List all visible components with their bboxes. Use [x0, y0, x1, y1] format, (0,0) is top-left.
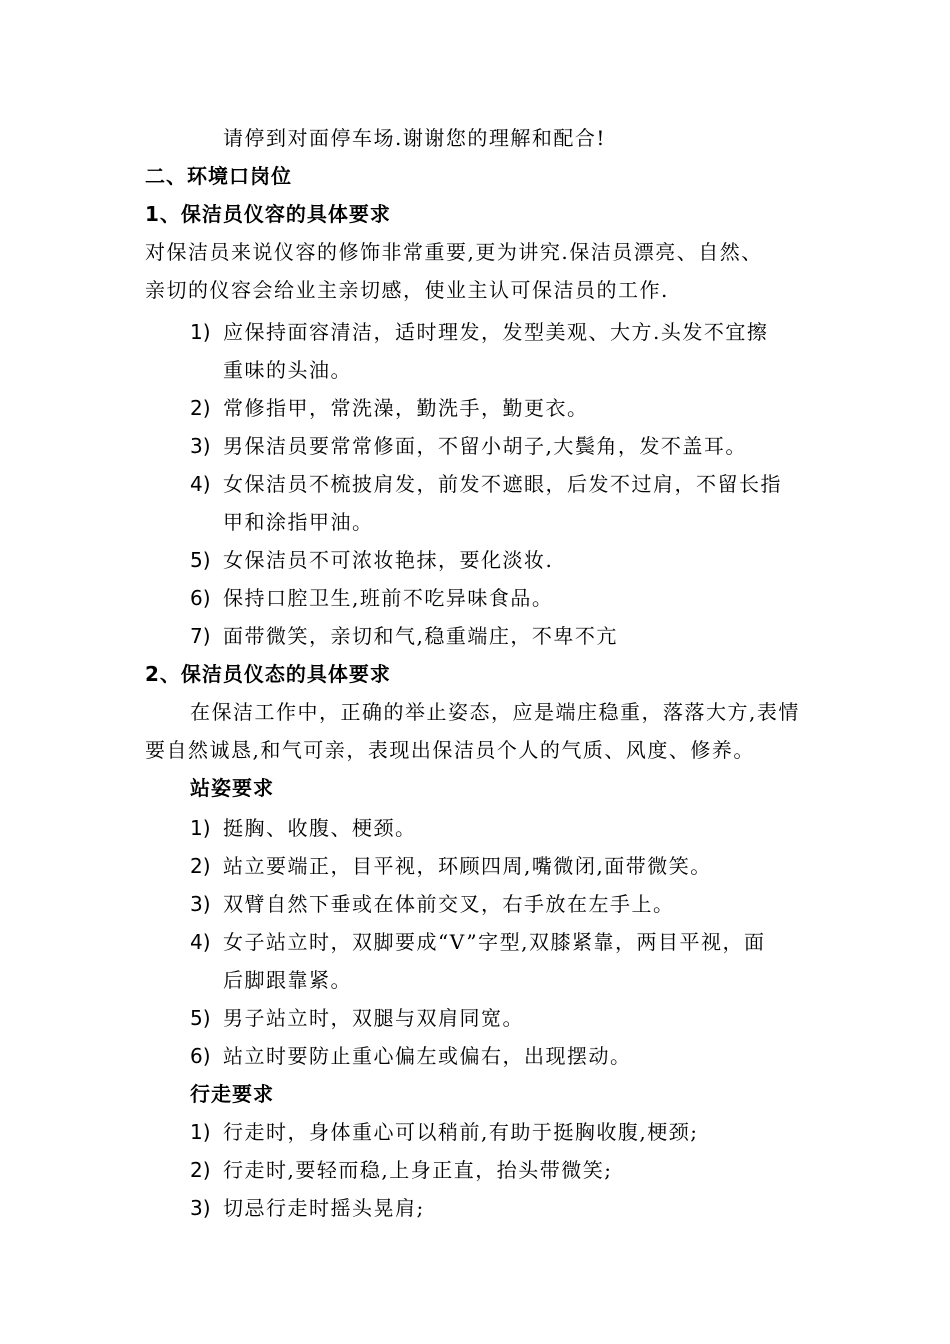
list-item	[190, 1189, 815, 1227]
list-item	[190, 427, 815, 465]
list-number: 2)	[190, 1158, 211, 1182]
list-item	[190, 1113, 815, 1151]
list-text: 面带微笑，亲切和气,稳重端庄，不卑不亢	[223, 624, 618, 648]
standing-heading: 站姿要求	[190, 776, 274, 800]
section-heading-environment-post: 二、环境口岗位	[145, 164, 292, 188]
list-text: 男子站立时，双腿与双肩同宽。	[223, 1006, 524, 1030]
list-number: 1)	[190, 1120, 211, 1144]
list-item	[190, 1037, 815, 1075]
list-item	[190, 617, 815, 655]
list-item	[190, 389, 815, 427]
list-text-line: 重味的头油。	[223, 358, 352, 382]
list-text: 常修指甲，常洗澡，勤洗手，勤更衣。	[223, 396, 589, 420]
appearance-paragraph-line-2: 亲切的仪容会给业主亲切感，使业主认可保洁员的工作.	[145, 278, 669, 302]
intro-line: 请停到对面停车场.谢谢您的理解和配合!	[223, 126, 606, 150]
list-number: 6)	[190, 586, 211, 610]
list-item	[190, 885, 815, 923]
walking-heading: 行走要求	[190, 1082, 274, 1106]
appearance-paragraph-line-1: 对保洁员来说仪容的修饰非常重要,更为讲究.保洁员漂亮、自然、	[145, 240, 763, 264]
list-text	[223, 465, 815, 541]
list-text: 行走时，身体重心可以稍前,有助于挺胸收腹,梗颈;	[223, 1120, 699, 1144]
list-text: 站立要端正，目平视，环顾四周,嘴微闭,面带微笑。	[223, 854, 712, 878]
list-number: 5)	[190, 548, 211, 572]
list-text: 行走时,要轻而稳,上身正直，抬头带微笑;	[223, 1158, 613, 1182]
list-number: 1)	[190, 816, 211, 840]
list-item	[190, 1151, 815, 1189]
list-number: 1)	[190, 320, 211, 344]
list-number: 3)	[190, 434, 211, 458]
list-text	[223, 313, 815, 389]
list-item	[190, 847, 815, 885]
list-number: 3)	[190, 1196, 211, 1220]
list-text-line: 应保持面容清洁，适时理发，发型美观、大方.头发不宜擦	[223, 320, 769, 344]
subsection-heading-appearance: 1、保洁员仪容的具体要求	[145, 202, 391, 226]
list-text-line: 女子站立时，双脚要成“V”字型,双膝紧靠，两目平视，面	[223, 930, 766, 954]
list-number: 4)	[190, 930, 211, 954]
list-number: 7)	[190, 624, 211, 648]
list-number: 2)	[190, 396, 211, 420]
list-text: 挺胸、收腹、梗颈。	[223, 816, 417, 840]
list-text-line: 甲和涂指甲油。	[223, 510, 374, 534]
list-number: 6)	[190, 1044, 211, 1068]
deportment-paragraph-line-1: 在保洁工作中，正确的举止姿态，应是端庄稳重，落落大方,表情	[190, 700, 800, 724]
list-item	[190, 313, 815, 382]
list-text: 切忌行走时摇头晃肩;	[223, 1196, 425, 1220]
list-item	[190, 809, 815, 847]
list-text: 男保洁员要常常修面，不留小胡子,大鬓角，发不盖耳。	[223, 434, 747, 458]
list-item	[190, 999, 815, 1037]
list-text: 女保洁员不可浓妆艳抹，要化淡妆.	[223, 548, 554, 572]
list-number: 5)	[190, 1006, 211, 1030]
list-number: 4)	[190, 472, 211, 496]
list-number: 2)	[190, 854, 211, 878]
deportment-paragraph-line-2: 要自然诚恳,和气可亲，表现出保洁员个人的气质、风度、修养。	[145, 738, 755, 762]
list-text	[223, 923, 815, 999]
list-text: 站立时要防止重心偏左或偏右，出现摆动。	[223, 1044, 632, 1068]
list-item	[190, 465, 815, 534]
list-text: 保持口腔卫生,班前不吃异味食品。	[223, 586, 554, 610]
list-number: 3)	[190, 892, 211, 916]
subsection-heading-deportment: 2、保洁员仪态的具体要求	[145, 662, 391, 686]
list-item	[190, 579, 815, 617]
list-text: 双臂自然下垂或在体前交叉，右手放在左手上。	[223, 892, 675, 916]
list-item	[190, 541, 815, 579]
list-text-line: 后脚跟靠紧。	[223, 968, 352, 992]
list-item	[190, 923, 815, 992]
list-text-line: 女保洁员不梳披肩发，前发不遮眼，后发不过肩，不留长指	[223, 472, 782, 496]
